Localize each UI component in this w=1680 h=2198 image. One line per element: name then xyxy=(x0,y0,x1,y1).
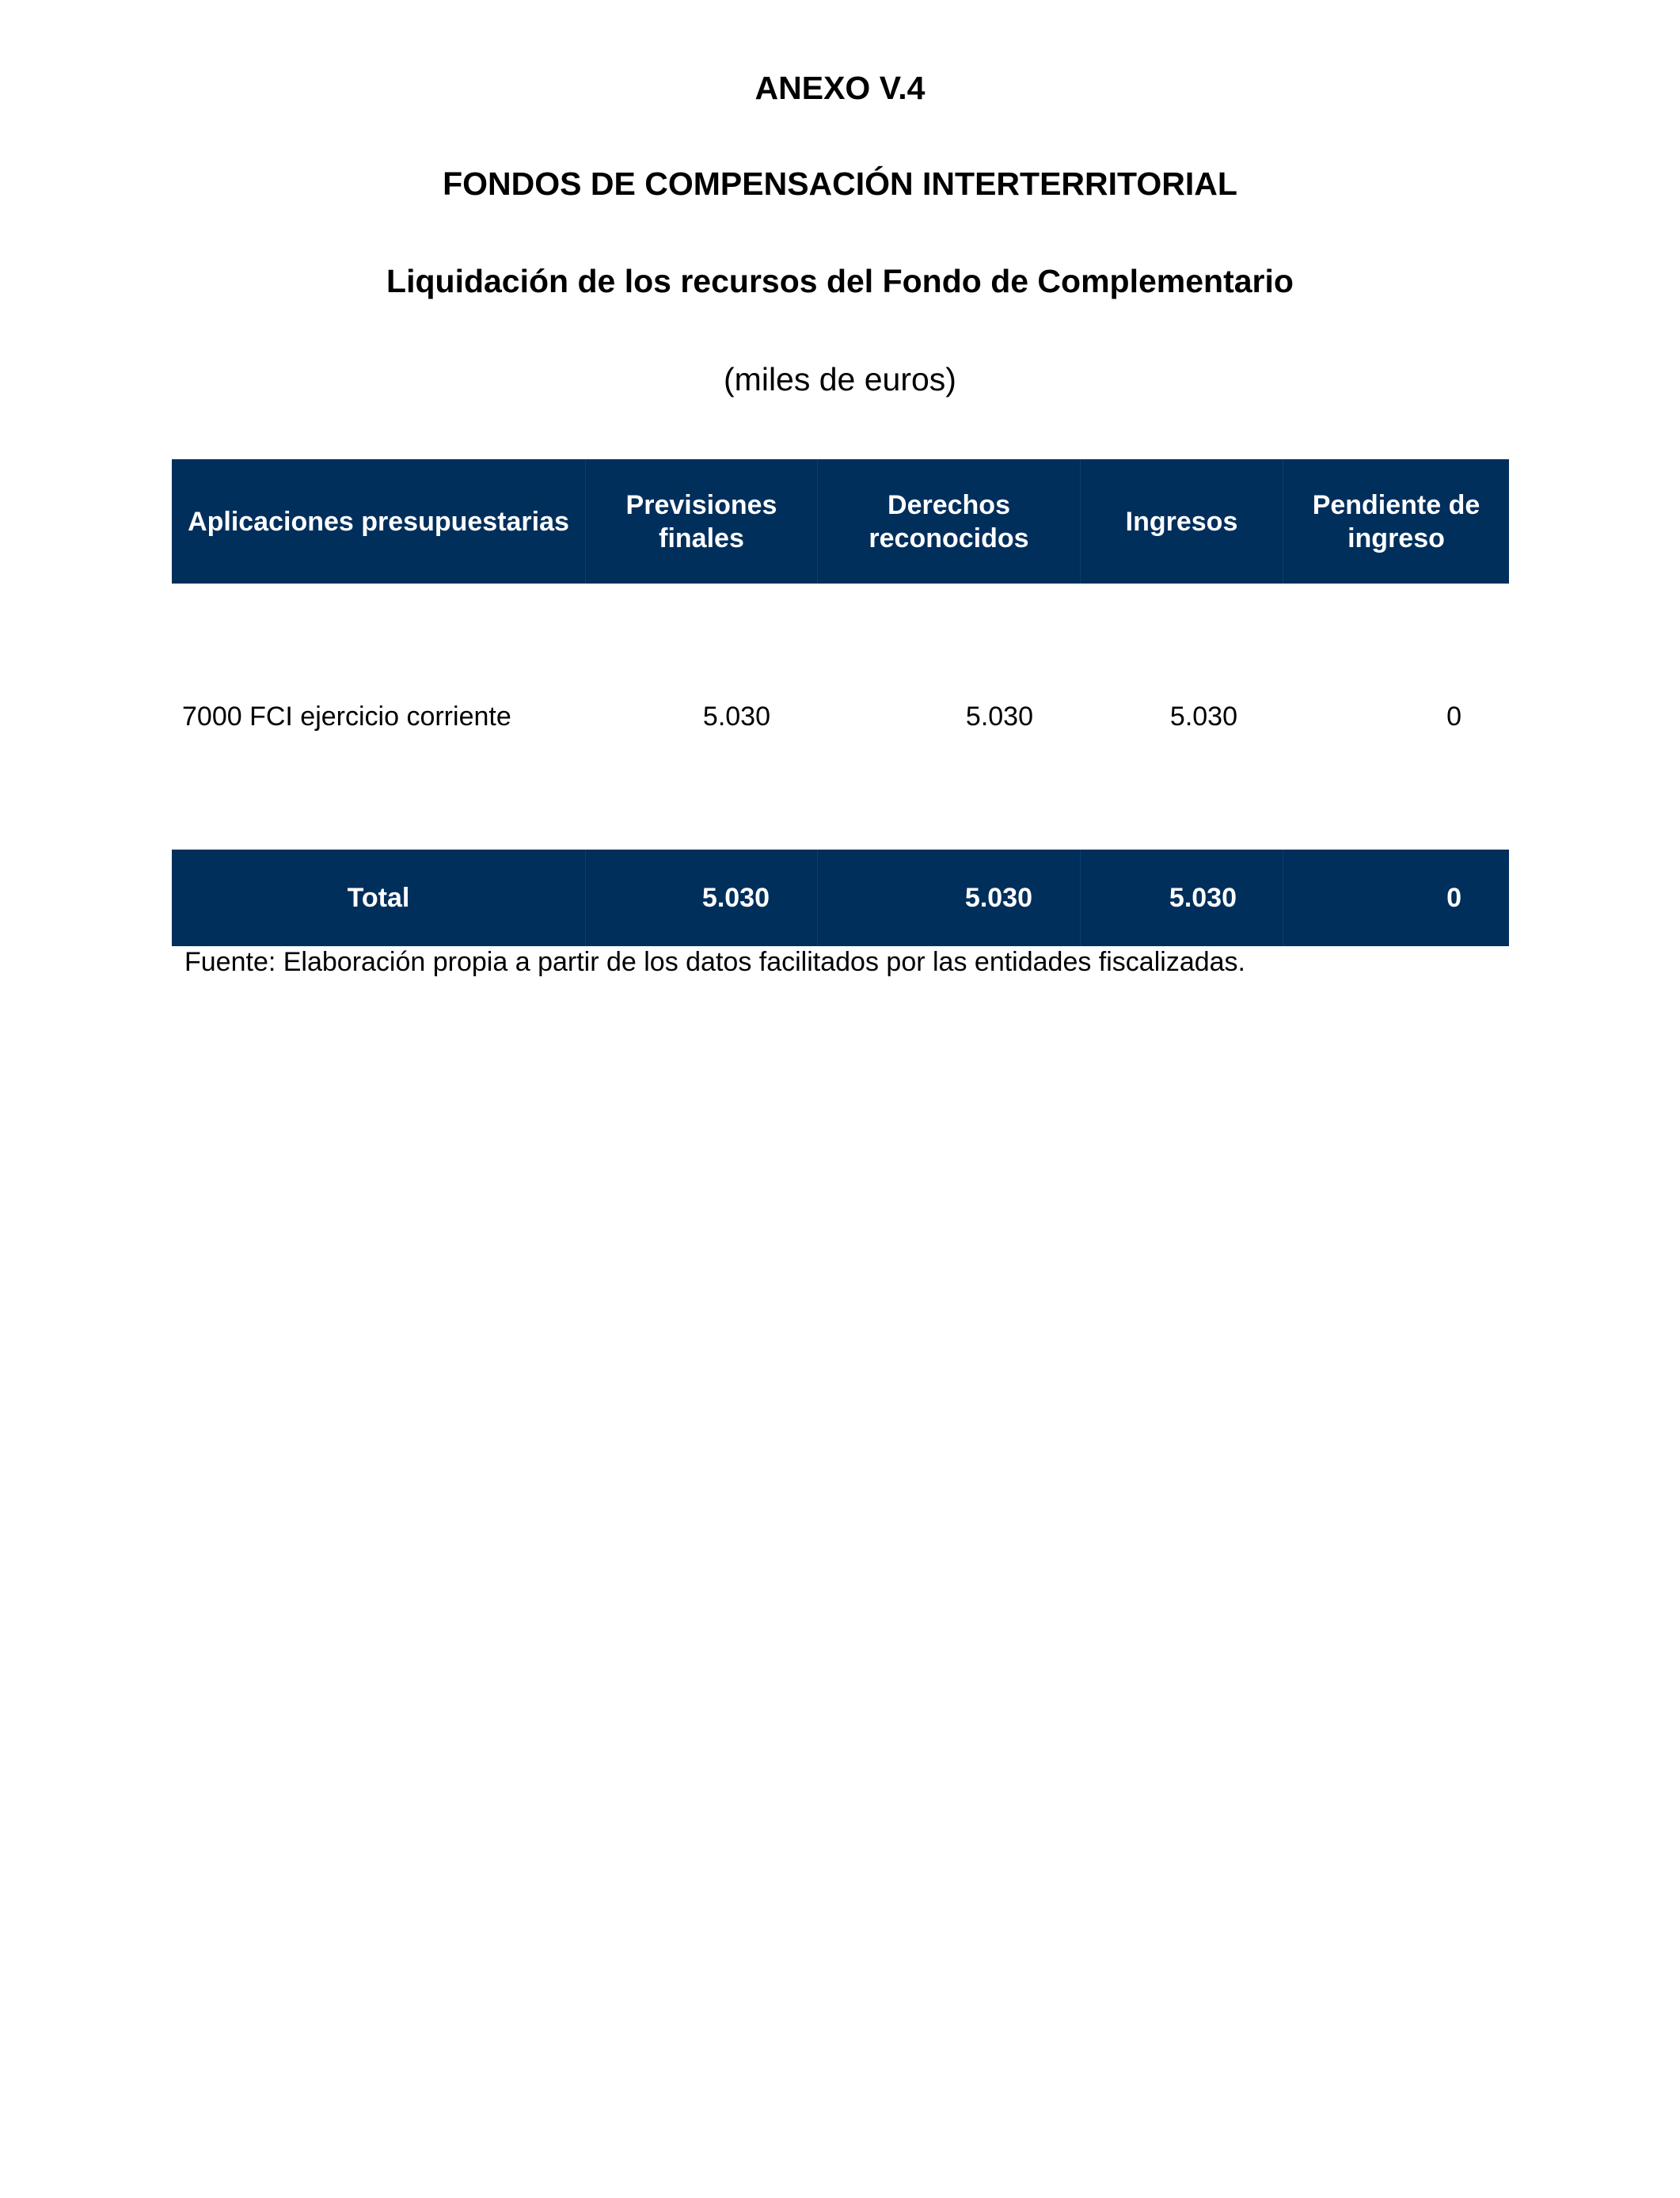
section-title: FONDOS DE COMPENSACIÓN INTERTERRITORIAL xyxy=(443,165,1237,202)
column-header-ingresos: Ingresos xyxy=(1081,459,1283,584)
table-header-row xyxy=(172,459,1509,584)
liquidation-table xyxy=(172,459,1509,946)
total-ingresos: 5.030 xyxy=(1081,850,1283,946)
cell-ingresos: 5.030 xyxy=(1169,702,1237,732)
total-previsiones: 5.030 xyxy=(586,850,818,946)
total-label: Total xyxy=(172,850,586,946)
annex-title: ANEXO V.4 xyxy=(754,70,926,106)
source-note: Fuente: Elaboración propia a partir de los datos facilitados por las entidades fiscalizadas. xyxy=(184,947,1245,977)
units-label: (miles de euros) xyxy=(724,361,956,397)
total-pendiente: 0 xyxy=(1446,883,1461,913)
cell-derechos: 5.030 xyxy=(965,702,1033,732)
column-header-derechos: Derechos reconocidos xyxy=(818,459,1081,584)
column-header-previsiones: Previsiones finales xyxy=(586,459,818,584)
table-subtitle: Liquidación de los recursos del Fondo de Complementario xyxy=(386,263,1294,299)
total-derechos: 5.030 xyxy=(818,850,1081,946)
table-total-row xyxy=(172,850,1509,946)
cell-pendiente: 0 xyxy=(1446,702,1461,732)
table-row xyxy=(172,584,1509,850)
cell-previsiones: 5.030 xyxy=(702,702,770,732)
column-header-pendiente: Pendiente de ingreso xyxy=(1312,489,1480,553)
column-header-aplicaciones: Aplicaciones presupuestarias xyxy=(172,459,586,584)
row-label: 7000 FCI ejercicio corriente xyxy=(182,702,511,732)
